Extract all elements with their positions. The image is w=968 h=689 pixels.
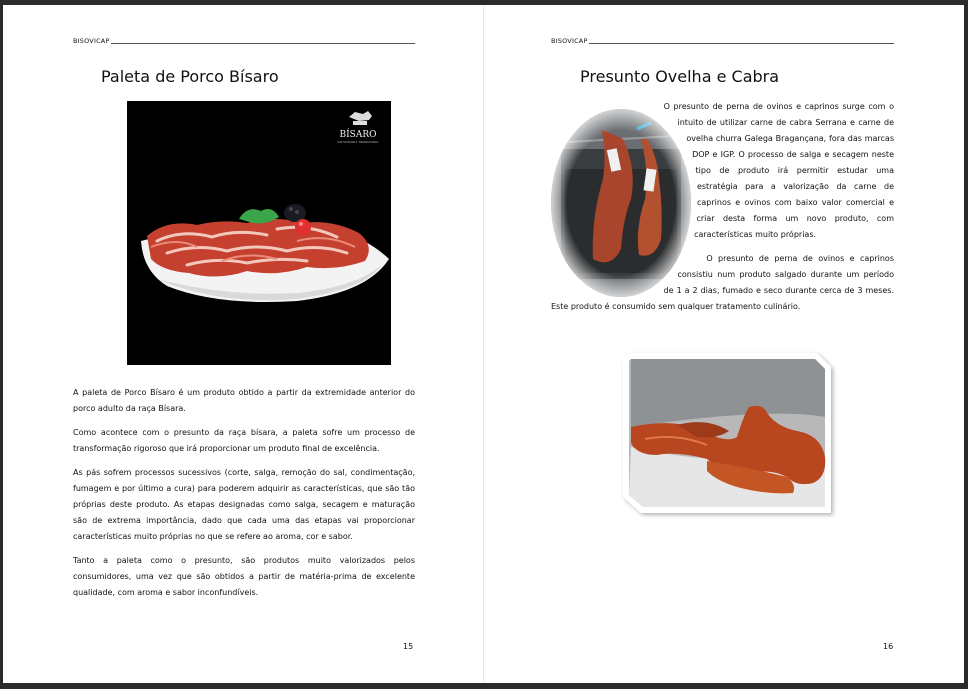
paragraph: As pás sofrem processos sucessivos (corte, salga, remoção do sal, condimentação, fumagem e por último a cura) para poderem adquirir as características, que são tão próprias deste produto. As etapas designadas como salga, secagem e maturação são de extrema importância, dado que cada uma das etapas vai proporcionar características muito próprias no que se refere ao aroma, cor e sabor. bbox=[73, 468, 415, 541]
paragraph: O presunto de perna de ovinos e caprinos consistiu num produto salgado durante um período de 1 a 2 dias, fumado e seco durante cerca de 3 meses. Este produto é consumido sem qualquer tratamento culinário. bbox=[551, 254, 894, 311]
paleta-photo bbox=[127, 101, 391, 365]
paragraph: O presunto de perna de ovinos e caprinos surge com o intuito de utilizar carne de cabra Serrana e carne de ovelha churra Galega Bragançana, fora das marcas DOP e IGP. O processo de salga e secagem neste tipo de produto irá permitir estudar uma estratégia para a valorização da carne de caprinos e ovinos com baixo valor comercial e criar desta forma um novo produto, com características muito próprias. bbox=[663, 102, 894, 239]
header-label: BISOVICAP bbox=[73, 37, 110, 45]
hanging-ham-photo bbox=[551, 109, 691, 297]
presunto-body-text bbox=[551, 99, 894, 323]
header-rule bbox=[111, 43, 415, 44]
paragraph: Tanto a paleta como o presunto, são produtos muito valorizados pelos consumidores, uma vez que são obtidos a partir de matéria-prima de excelente qualidade, com aroma e sabor inconfundíveis. bbox=[73, 556, 415, 597]
page-15 bbox=[3, 5, 483, 683]
paragraph: Como acontece com o presunto da raça bísara, a paleta sofre um processo de transformação rigoroso que irá proporcionar um produto final de excelência. bbox=[73, 428, 415, 453]
page-title: Presunto Ovelha e Cabra bbox=[580, 67, 780, 86]
sliced-ham-image bbox=[617, 347, 839, 519]
page-header bbox=[73, 37, 415, 45]
document-spread bbox=[3, 5, 964, 683]
header-label: BISOVICAP bbox=[551, 37, 588, 45]
page-number: 16 bbox=[883, 642, 894, 651]
sliced-ham-photo bbox=[617, 347, 839, 519]
page-16 bbox=[483, 5, 964, 683]
logo-text: BÍSARO bbox=[339, 130, 377, 140]
hanging-ham-image bbox=[551, 109, 691, 297]
page-number: 15 bbox=[403, 642, 414, 651]
header-rule bbox=[589, 43, 894, 44]
paragraph: A paleta de Porco Bísaro é um produto obtido a partir da extremidade anterior do porco adulto da raça Bísara. bbox=[73, 388, 415, 413]
page-header bbox=[551, 37, 894, 45]
paleta-body-text bbox=[73, 385, 415, 609]
page-title: Paleta de Porco Bísaro bbox=[101, 67, 279, 86]
paleta-plate-image bbox=[127, 101, 391, 365]
logo-subtext: SALSICHARIA TRADICIONAL bbox=[337, 140, 379, 144]
